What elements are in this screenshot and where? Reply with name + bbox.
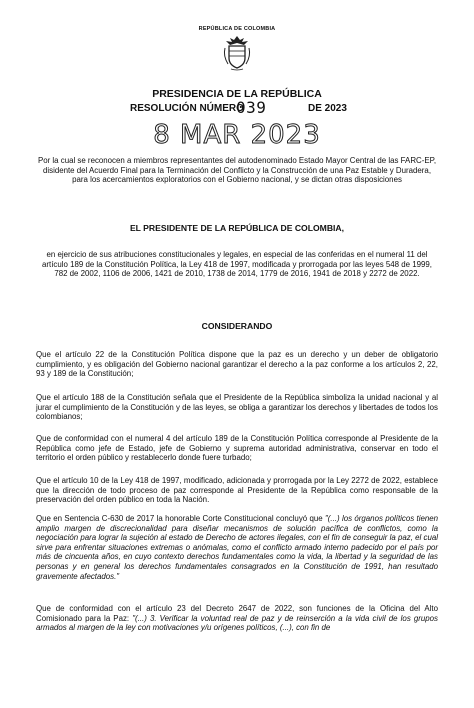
- paragraph-3: Que de conformidad con el numeral 4 del artículo 189 de la Constitución Política corresponde al Presidente de la República como jefe de Estado, jefe de Gobierno y suprema autoridad administrativa, conservar en todo el territorio el orden público y restablecerlo donde fuere turbado;: [36, 434, 438, 463]
- legal-powers: en ejercicio de sus atribuciones constitucionales y legales, en especial de las conferidas en el numeral 11 del artículo 189 de la Constitución Política, la Ley 418 de 1997, modificada y prorrogada por las leyes 548 de 1999, 782 de 2002, 1106 de 2006, 1421 de 2010, 1738 de 2014, 1779 de 2016, 1941 de 2018 y 2272 de 2022.: [42, 250, 432, 279]
- country-name: REPÚBLICA DE COLOMBIA: [198, 26, 276, 32]
- paragraph-5-text: Que en Sentencia C-630 de 2017 la honorable Corte Constitucional concluyó que: [36, 514, 325, 523]
- resolution-line: [130, 98, 370, 118]
- issuing-office: PRESIDENCIA DE LA REPÚBLICA: [152, 88, 322, 100]
- issuer-title: EL PRESIDENTE DE LA REPÚBLICA DE COLOMBIA,: [129, 223, 345, 233]
- paragraph-5-quote: "(...) los órganos políticos tienen amplio margen de discrecionalidad para diseñar mecanismos de solución pacífica de conflictos, como la negociación para lograr la sujeción al estado de Derecho de actores ilegales, con el fin de conseguir la paz, el cual sirve para enfrentar situaciones extremas o anómalas, como el conflicto armado interno padecido por el país por más de cincuenta años, en cuyo contexto derechos fundamentales como la vida, la libertad y la seguridad de las personas y en general los derechos fundamentales consagrados en la Constitución de 1991, han resultado gravemente afectados.": [36, 514, 439, 581]
- paragraph-5: [36, 514, 438, 581]
- date-stamp: 8 MAR 2023: [153, 120, 321, 150]
- paragraph-6-text: Que de conformidad con el artículo 23 del Decreto 2647 de 2022, son funciones de la Oficina del Alto Comisionado para la Paz:: [36, 604, 438, 623]
- resolution-summary: Por la cual se reconocen a miembros representantes del autodenominado Estado Mayor Central de las FARC-EP, disidente del Acuerdo Final para la Terminación del Conflicto y la Construcción de una Paz Estable y Duradera, para los acercamientos exploratorios con el Gobierno nacional, y se dictan otras disposiciones: [37, 156, 437, 185]
- coat-of-arms-icon: [222, 34, 252, 72]
- resolution-year: DE 2023: [308, 103, 347, 114]
- paragraph-6-quote: "(...) 3. Verificar la voluntad real de paz y de reinserción a la vida civil de los grupos armados al margen de la ley con motivaciones y/u orígenes políticos, (...), con fin de: [36, 613, 438, 633]
- resolution-number: 039: [236, 98, 267, 117]
- considerando-heading: CONSIDERANDO: [201, 321, 273, 331]
- paragraph-4: Que el artículo 10 de la Ley 418 de 1997, modificado, adicionada y prorrogada por la Ley 2272 de 2022, establece que la dirección de todo proceso de paz corresponde al Presidente de la República como responsable de la preservación del orden público en toda la Nación.: [36, 476, 438, 505]
- paragraph-1: Que el artículo 22 de la Constitución Política dispone que la paz es un derecho y un deber de obligatorio cumplimiento, y es obligación del Gobierno nacional garantizar el derecho a la paz conforme a los artículos 2, 22, 93 y 189 de la Constitución;: [36, 350, 438, 379]
- document-header: [0, 26, 474, 32]
- paragraph-2: Que el artículo 188 de la Constitución señala que el Presidente de la República simboliza la unidad nacional y al jurar el cumplimiento de la Constitución y de las leyes, se obliga a garantizar los derechos y libertades de todos los colombianos;: [36, 393, 438, 422]
- resolution-label: RESOLUCIÓN NÚMERO: [130, 103, 244, 114]
- paragraph-6: [36, 604, 438, 633]
